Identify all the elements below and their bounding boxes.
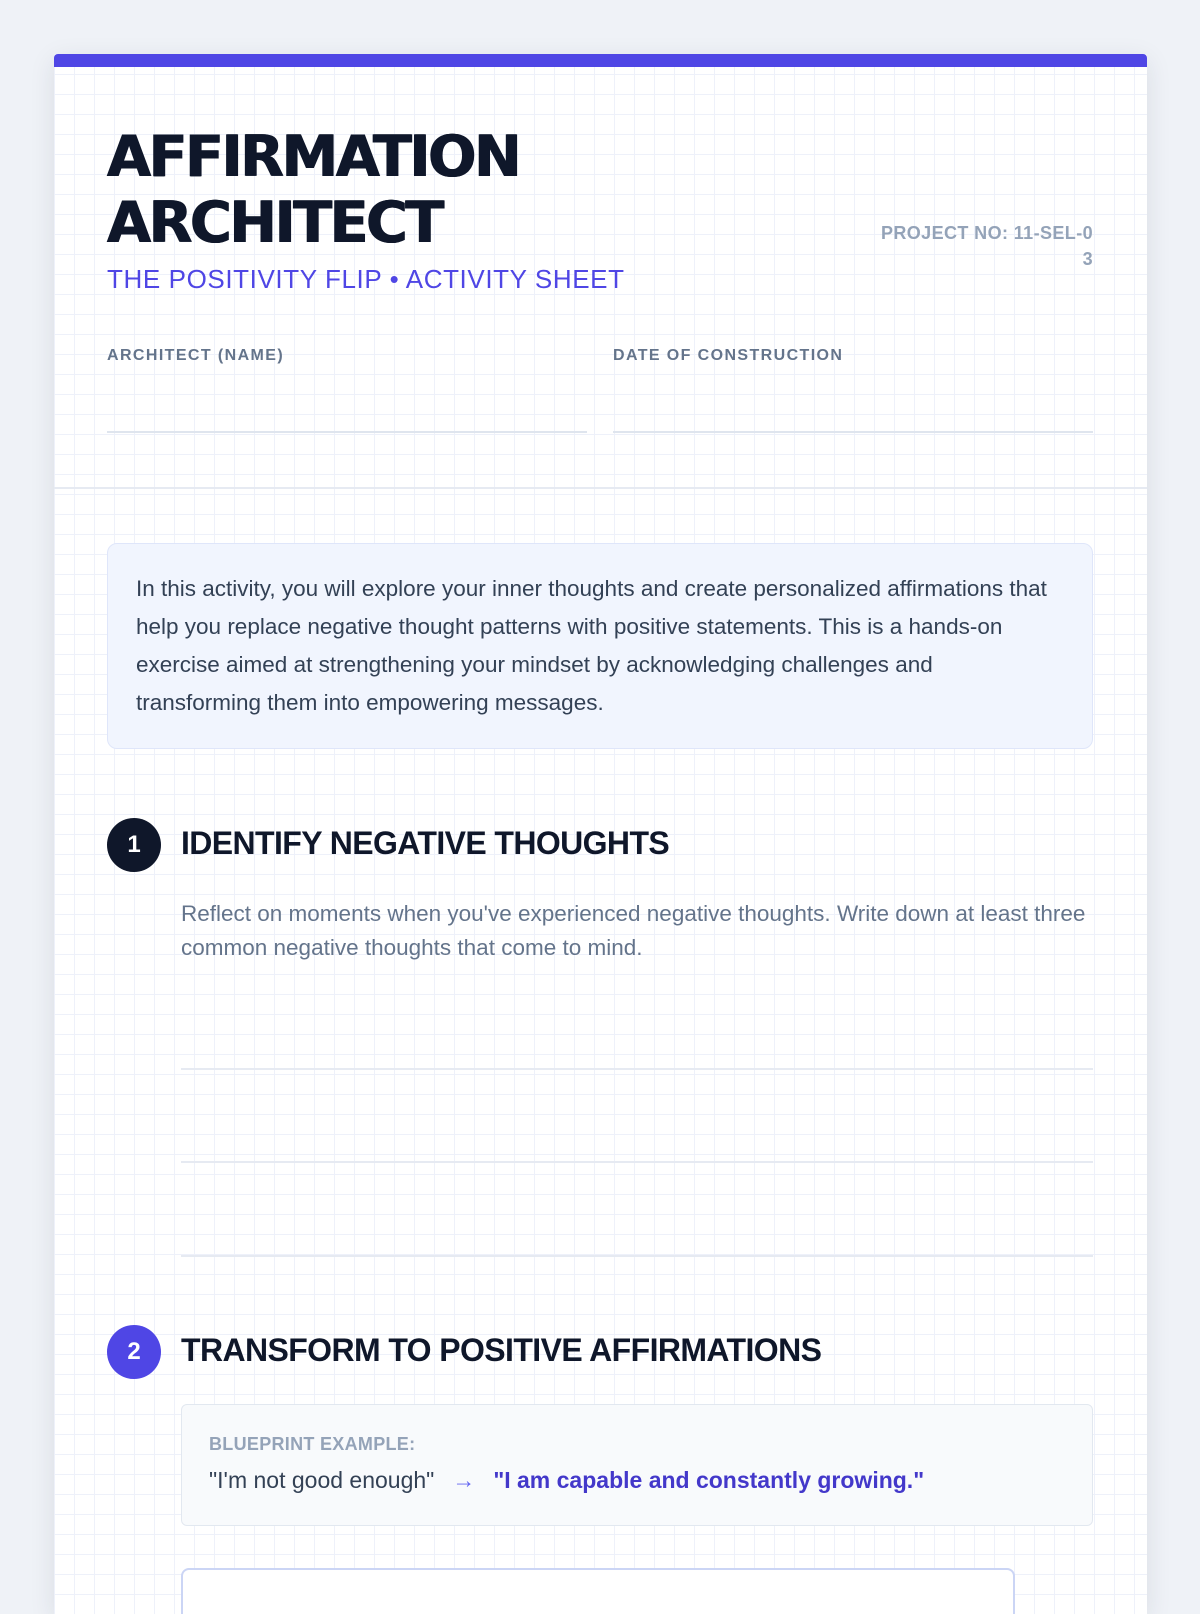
example-label: BLUEPRINT EXAMPLE: [209, 1434, 416, 1454]
page-title [107, 124, 627, 256]
arrow-right-icon: → [452, 1467, 476, 1493]
page-subtitle: THE POSITIVITY FLIP • ACTIVITY SHEET [107, 264, 625, 294]
negative-thought-line-3[interactable] [181, 1255, 1093, 1257]
affirmation-input[interactable] [181, 1568, 1015, 1614]
intro-box: In this activity, you will explore your inner thoughts and create personalized affirmations that help you replace negative thought patterns with positive statements. This is a hands-on exercise aimed at strengthening your mindset by acknowledging challenges and transforming them into empowering messages. [107, 543, 1093, 749]
step-1-badge: 1 [107, 818, 161, 872]
activity-sheet [54, 54, 1147, 1614]
date-field-label: DATE OF CONSTRUCTION [613, 347, 844, 364]
step-2-title: TRANSFORM TO POSITIVE AFFIRMATIONS [181, 1332, 822, 1368]
accent-top-bar [54, 54, 1147, 67]
step-2-badge: 2 [107, 1325, 161, 1379]
name-field-label: ARCHITECT (NAME) [107, 347, 285, 364]
date-field[interactable] [613, 431, 1093, 433]
name-field[interactable] [107, 431, 587, 433]
blueprint-example-box [181, 1404, 1093, 1526]
header-divider [54, 487, 1147, 489]
title-line-1: AFFIRMATION [107, 124, 520, 190]
step-1-title: IDENTIFY NEGATIVE THOUGHTS [181, 825, 670, 861]
project-number: PROJECT NO: 11-SEL-03 [880, 223, 1093, 269]
title-line-2: ARCHITECT [107, 190, 442, 256]
step-1-description: Reflect on moments when you've experienced negative thoughts. Write down at least three common negative thoughts that come to mind. [181, 901, 1086, 960]
example-affirmation: "I am capable and constantly growing." [493, 1467, 925, 1493]
negative-thought-line-1[interactable] [181, 1068, 1093, 1070]
negative-thought-line-2[interactable] [181, 1161, 1093, 1163]
example-row [209, 1465, 1066, 1495]
example-negative-thought: "I'm not good enough" [209, 1467, 435, 1493]
